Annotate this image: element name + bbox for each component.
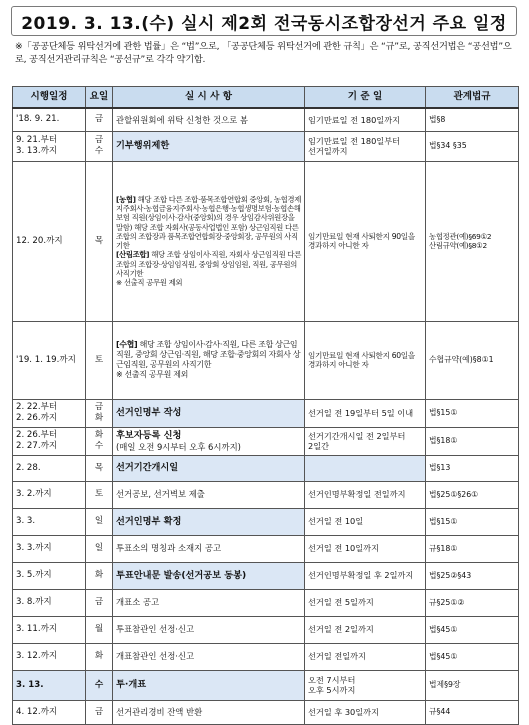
cell-day: 목: [86, 161, 113, 321]
cell-event: 선거인명부 확정: [113, 508, 305, 535]
cell-day: 일: [86, 535, 113, 562]
table-row: [13, 108, 519, 131]
event-heading-sanrim: [산림조합]: [116, 250, 150, 260]
cell-law: 법§18①: [426, 427, 519, 455]
cell-law: 수협규약(예)§8①1: [426, 321, 519, 399]
cell-date: 3. 12.까지: [13, 643, 86, 670]
cell-date: 4. 12.까지: [13, 700, 86, 724]
cell-day: 금: [86, 700, 113, 724]
cell-day: 화 수: [86, 427, 113, 455]
cell-event: 투·개표: [113, 670, 305, 700]
table-row: [13, 700, 519, 724]
header-law: 관계법규: [426, 87, 519, 109]
cell-base: [305, 455, 426, 481]
event-text-nonghyup: 해당 조합 다른 조합·품목조합연합회 중앙회, 농협경제지주회사·농협금융지주회사·농협은행·농협생명보험·농협손해보험 직원(상임이사·감사(중앙회)의 경우 상임감사위원장을 말함) 해당 조합 자회사(공동사업법인 포함) 상근임직원 다른 조합의 조합장과 품목조합연합회장·중앙회장, 공무원의 사직기한: [116, 194, 302, 250]
cell-day: 금: [86, 108, 113, 131]
cell-day: 목: [86, 455, 113, 481]
cell-law: 농협정관(예)§69①2 산림규약(예)§8①2: [426, 161, 519, 321]
cell-base: 선거기간개시일 전 2일부터 2일간: [305, 427, 426, 455]
cell-law: 규§18①: [426, 535, 519, 562]
cell-day: 화: [86, 643, 113, 670]
cell-base: 선거일 전 10일: [305, 508, 426, 535]
cell-event: 기부행위제한: [113, 131, 305, 161]
table-header-row: [13, 87, 519, 109]
cell-day: 토: [86, 481, 113, 508]
table-row: [13, 535, 519, 562]
event-text-sanrim: 해당 조합 상임이사·직원, 자회사 상근임직원 다른 조합의 조합장·상임임직원, 중앙회 상임임원, 직원, 공무원의 사직기한: [116, 250, 302, 278]
event-title: 후보자등록 신청: [116, 430, 182, 441]
cell-base: 임기만료일 전 180일까지: [305, 108, 426, 131]
cell-law: 법§15①: [426, 399, 519, 427]
cell-base: 선거일 전일까지: [305, 643, 426, 670]
table-row: [13, 643, 519, 670]
cell-base: 선거일 전 2일까지: [305, 616, 426, 643]
cell-base: 임기만료일 전 180일부터 선거일까지: [305, 131, 426, 161]
cell-date: 3. 3.까지: [13, 535, 86, 562]
cell-event: 개표소 공고: [113, 589, 305, 616]
cell-date: 3. 2.까지: [13, 481, 86, 508]
cell-event: 선거관리경비 잔액 반환: [113, 700, 305, 724]
cell-event: 개표참관인 선정·신고: [113, 643, 305, 670]
table-row: [13, 321, 519, 399]
cell-day: 화: [86, 562, 113, 589]
cell-law: 법§45①: [426, 643, 519, 670]
cell-day: 금 수: [86, 131, 113, 161]
header-date: 시행일정: [13, 87, 86, 109]
table-row: [13, 508, 519, 535]
table-row: [13, 616, 519, 643]
cell-event: [113, 161, 305, 321]
table-row: [13, 399, 519, 427]
table-row: [13, 427, 519, 455]
schedule-table: [12, 86, 519, 725]
cell-event: 관할위원회에 위탁 신청한 것으로 봄: [113, 108, 305, 131]
event-subtext: (매일 오전 9시부터 오후 6시까지): [116, 441, 241, 452]
table-row: [13, 670, 519, 700]
table-row: [13, 481, 519, 508]
cell-law: 법§34 §35: [426, 131, 519, 161]
page-title: 2019. 3. 13.(수) 실시 제2회 전국동시조합장선거 주요 일정: [21, 13, 507, 34]
cell-event: 투표안내문 발송(선거공보 동봉): [113, 562, 305, 589]
cell-date: 12. 20.까지: [13, 161, 86, 321]
event-heading-suhyup: [수협]: [116, 340, 138, 349]
table-row: [13, 455, 519, 481]
table-row: [13, 589, 519, 616]
event-heading-nonghyup: [농협]: [116, 194, 136, 204]
table-row: [13, 131, 519, 161]
cell-date: '19. 1. 19.까지: [13, 321, 86, 399]
cell-base: 선거일 전 5일까지: [305, 589, 426, 616]
cell-law: 법§8: [426, 108, 519, 131]
header-base: 기 준 일: [305, 87, 426, 109]
cell-base: 임기만료일 현재 사퇴한지 60일을 경과하지 아니한 자: [305, 321, 426, 399]
cell-event: 선거공보, 선거벽보 제출: [113, 481, 305, 508]
event-note: ※ 선출직 공무원 제외: [116, 370, 188, 379]
event-text-suhyup: 해당 조합 상임이사·감사·직원, 다른 조합 상근임직원, 중앙회 상근임·직원, 해당 조합·중앙회의 자회사 상근임직원, 공무원의 사직기한: [116, 340, 301, 369]
cell-event: [113, 427, 305, 455]
table-row: [13, 161, 519, 321]
cell-date: 3. 5.까지: [13, 562, 86, 589]
cell-event: 투표소의 명칭과 소재지 공고: [113, 535, 305, 562]
cell-law: 법§25①§26①: [426, 481, 519, 508]
cell-base: 오전 7시부터 오후 5시까지: [305, 670, 426, 700]
cell-law: 법§45①: [426, 616, 519, 643]
cell-date: 9. 21.부터 3. 13.까지: [13, 131, 86, 161]
cell-base: 선거인명부확정일 전일까지: [305, 481, 426, 508]
cell-base: 선거일 전 19일부터 5일 이내: [305, 399, 426, 427]
cell-law: 규§25①②: [426, 589, 519, 616]
cell-law: 법§25②§43: [426, 562, 519, 589]
cell-base: 선거인명부확정일 후 2일까지: [305, 562, 426, 589]
header-event: 실 시 사 항: [113, 87, 305, 109]
cell-date: 3. 8.까지: [13, 589, 86, 616]
cell-day: 금: [86, 589, 113, 616]
cell-day: 토: [86, 321, 113, 399]
event-note: ※ 선출직 공무원 제외: [116, 278, 183, 287]
cell-day: 월: [86, 616, 113, 643]
title-box: [11, 6, 517, 36]
cell-law: 법§13: [426, 455, 519, 481]
cell-base: 선거일 후 30일까지: [305, 700, 426, 724]
cell-day: 수: [86, 670, 113, 700]
cell-event: 선거인명부 작성: [113, 399, 305, 427]
cell-date: 3. 13.: [13, 670, 86, 700]
abbreviation-note: ※「공공단체등 위탁선거에 관한 법률」은 “법”으로, 「공공단체등 위탁선거에 관한 규칙」은 “규”로, 공직선거법은 “공선법”으로, 공직선거관리규칙은 “공선규”로 각각 약기함.: [15, 41, 512, 65]
cell-date: 3. 3.: [13, 508, 86, 535]
cell-law: 법제§9장: [426, 670, 519, 700]
cell-law: 규§44: [426, 700, 519, 724]
cell-date: '18. 9. 21.: [13, 108, 86, 131]
table-row: [13, 562, 519, 589]
cell-date: 2. 28.: [13, 455, 86, 481]
cell-base: 선거일 전 10일까지: [305, 535, 426, 562]
cell-day: 금 화: [86, 399, 113, 427]
cell-law: 법§15①: [426, 508, 519, 535]
cell-event: [113, 321, 305, 399]
cell-date: 2. 22.부터 2. 26.까지: [13, 399, 86, 427]
cell-day: 일: [86, 508, 113, 535]
cell-base: 임기만료일 현재 사퇴한지 90일을 경과하지 아니한 자: [305, 161, 426, 321]
header-day: 요일: [86, 87, 113, 109]
cell-event: 선거기간개시일: [113, 455, 305, 481]
cell-date: 2. 26.부터 2. 27.까지: [13, 427, 86, 455]
cell-event: 투표참관인 선정·신고: [113, 616, 305, 643]
cell-date: 3. 11.까지: [13, 616, 86, 643]
